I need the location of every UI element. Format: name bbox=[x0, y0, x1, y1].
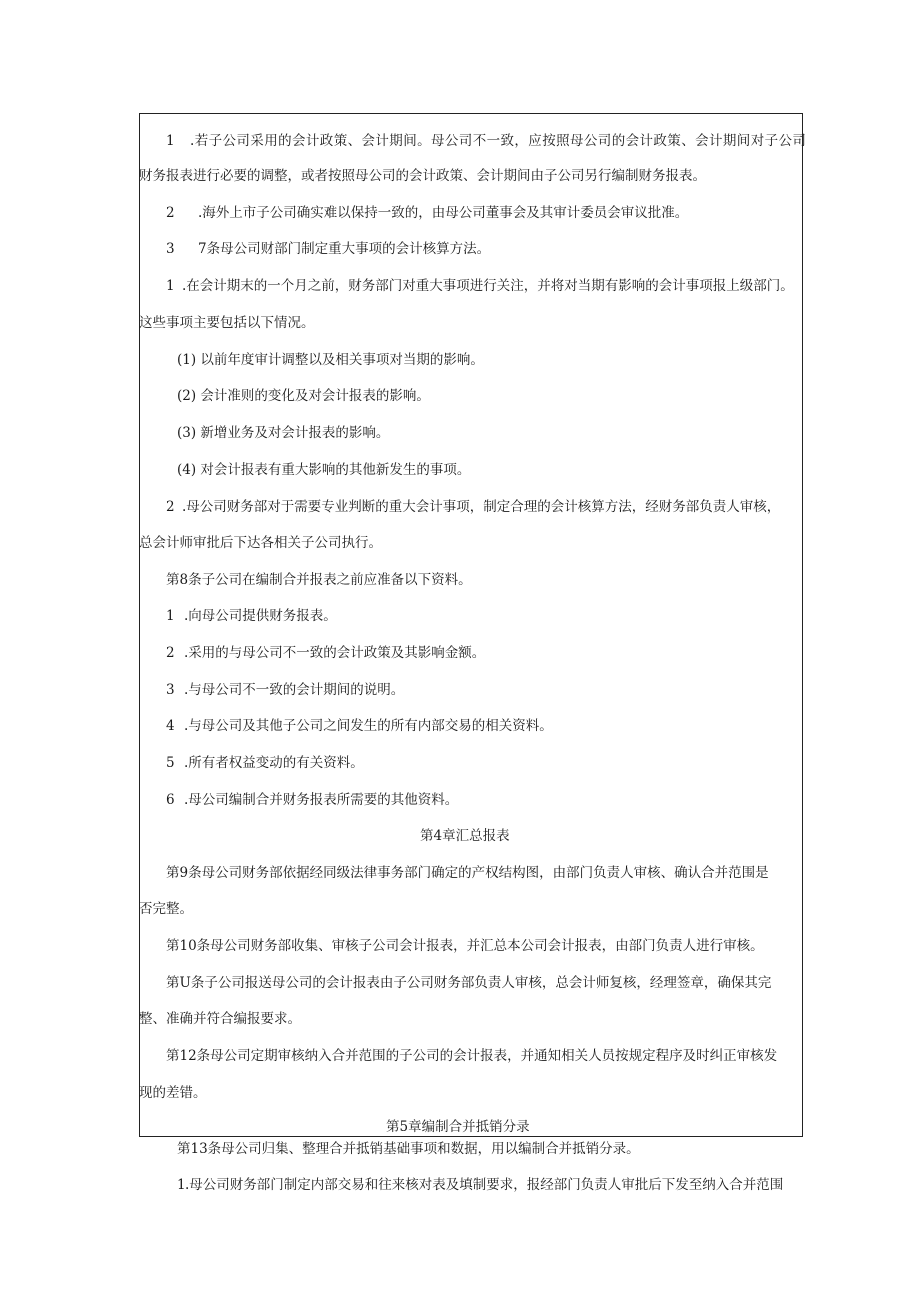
article-9: 第9条母公司财务部依据经同级法律事务部门确定的产权结构图，由部门负责人审核、确认合并范围是 bbox=[166, 865, 769, 881]
material-text: .与母公司不一致的会计期间的说明。 bbox=[184, 682, 405, 698]
material-text: .采用的与母公司不一致的会计政策及其影响金额。 bbox=[184, 645, 486, 661]
article-12-continuation: 现的差错。 bbox=[139, 1085, 207, 1101]
paragraph-1-continuation: 财务报表进行必要的调整，或者按照母公司的会计政策、会计期间由子公司另行编制财务报表。 bbox=[139, 168, 706, 184]
paragraph-text: .在会计期末的一个月之前，财务部门对重大事项进行关注，并将对当期有影响的会计事项报上级部门。 bbox=[182, 278, 794, 294]
material-item bbox=[166, 643, 485, 663]
material-item bbox=[166, 753, 364, 773]
paragraph-1 bbox=[166, 131, 806, 151]
item-number: 2 bbox=[166, 205, 175, 221]
item-number: 2 bbox=[166, 499, 175, 515]
material-text: .所有者权益变动的有关资料。 bbox=[184, 755, 364, 771]
chapter-5-heading: 第5章编制合并抵销分录 bbox=[386, 1119, 530, 1135]
paragraph-5 bbox=[166, 497, 780, 517]
material-item bbox=[166, 716, 553, 736]
article-11: 第U条子公司报送母公司的会计报表由子公司财务部负责人审核，总会计师复核，经理签章，确保其完 bbox=[166, 975, 772, 991]
paragraph-2 bbox=[166, 203, 688, 223]
material-text: .向母公司提供财务报表。 bbox=[184, 608, 337, 624]
paragraph-text: 7条母公司财部门制定重大事项的会计核算方法。 bbox=[198, 241, 491, 257]
article-9-continuation: 否完整。 bbox=[139, 901, 193, 917]
list-item: (4) 对会计报表有重大影响的其他新发生的事项。 bbox=[177, 462, 471, 478]
material-item bbox=[166, 790, 458, 810]
item-number: 1 bbox=[166, 608, 175, 624]
item-text: .母公司财务部门制定内部交易和往来核对表及填制要求，报经部门负责人审批后下发至纳入合并范围 bbox=[185, 1177, 784, 1193]
material-text: .母公司编制合并财务报表所需要的其他资料。 bbox=[184, 792, 459, 808]
paragraph-3 bbox=[166, 239, 490, 259]
item-number: 3 bbox=[166, 241, 175, 257]
item-number: 1 bbox=[166, 278, 175, 294]
article-8: 第8条子公司在编制合并报表之前应准备以下资料。 bbox=[166, 572, 472, 588]
paragraph-4 bbox=[166, 276, 794, 296]
article-12: 第12条母公司定期审核纳入合并范围的子公司的会计报表，并通知相关人员按规定程序及时纠正审核发 bbox=[166, 1048, 778, 1064]
article-13-item-1 bbox=[177, 1175, 783, 1195]
item-number: 5 bbox=[166, 755, 175, 771]
list-item: (3) 新增业务及对会计报表的影响。 bbox=[177, 425, 390, 441]
list-item: (1) 以前年度审计调整以及相关事项对当期的影响。 bbox=[177, 352, 484, 368]
item-number: 1 bbox=[177, 1177, 186, 1193]
item-number: 3 bbox=[166, 682, 175, 698]
material-item bbox=[166, 680, 404, 700]
article-11-continuation: 整、准确并符合编报要求。 bbox=[139, 1011, 301, 1027]
list-item: (2) 会计准则的变化及对会计报表的影响。 bbox=[177, 388, 430, 404]
paragraph-4-continuation: 这些事项主要包括以下情况。 bbox=[139, 315, 315, 331]
item-number: 4 bbox=[166, 718, 175, 734]
item-number: 6 bbox=[166, 792, 175, 808]
article-13: 第13条母公司归集、整理合并抵销基础事项和数据，用以编制合并抵销分录。 bbox=[177, 1141, 640, 1157]
article-10: 第10条母公司财务部收集、审核子公司会计报表，并汇总本公司会计报表，由部门负责人进行审核。 bbox=[166, 938, 764, 954]
paragraph-text: .若子公司采用的会计政策、会计期间。母公司不一致，应按照母公司的会计政策、会计期间对子公司 bbox=[190, 133, 807, 149]
material-text: .与母公司及其他子公司之间发生的所有内部交易的相关资料。 bbox=[184, 718, 553, 734]
item-number: 2 bbox=[166, 645, 175, 661]
paragraph-text: .海外上市子公司确实难以保持一致的，由母公司董事会及其审计委员会审议批准。 bbox=[198, 205, 689, 221]
paragraph-text: .母公司财务部对于需要专业判断的重大会计事项，制定合理的会计核算方法，经财务部负责人审核， bbox=[182, 499, 781, 515]
item-number: 1 bbox=[166, 133, 175, 149]
material-item bbox=[166, 606, 337, 626]
paragraph-5-continuation: 总会计师审批后下达各相关子公司执行。 bbox=[139, 535, 382, 551]
chapter-4-heading: 第4章汇总报表 bbox=[420, 828, 510, 844]
